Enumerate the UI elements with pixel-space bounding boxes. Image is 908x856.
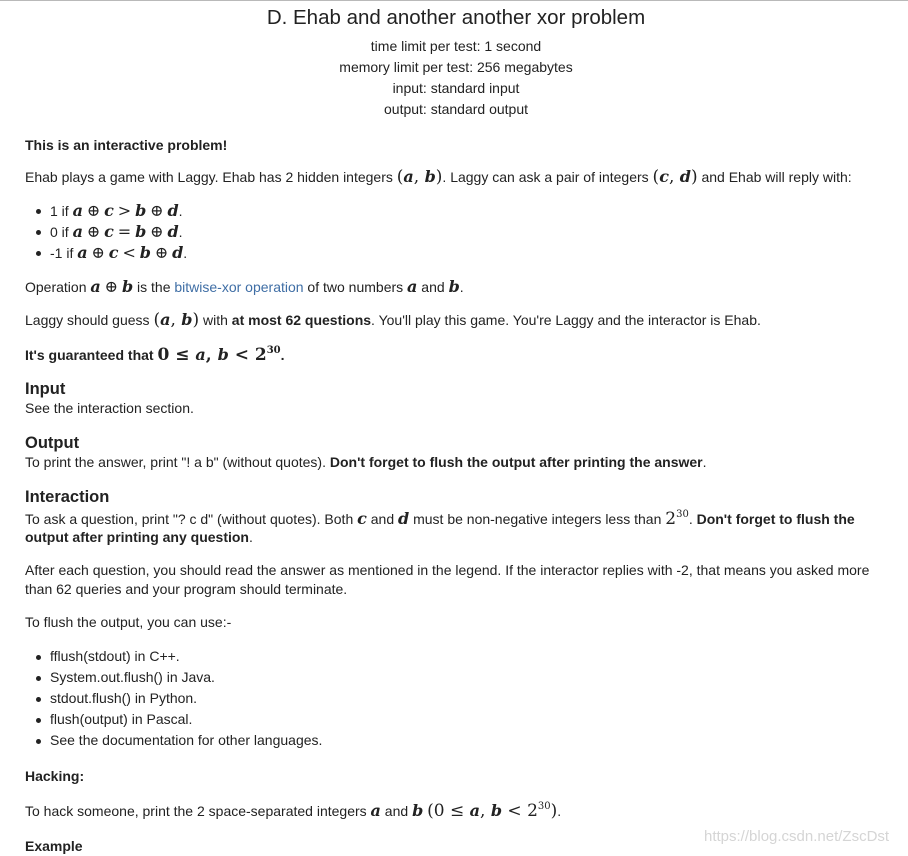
output-heading: Output xyxy=(25,434,80,452)
memory-limit: memory limit per test: 256 megabytes xyxy=(339,59,573,75)
flush-item: System.out.flush() in Java. xyxy=(50,669,215,685)
interaction-line-1: To ask a question, print "? c d" (without quotes). Both c and d must be non-negative integers less than $2^{30}$. Don't forget to flush the xyxy=(25,509,855,529)
example-heading: Example xyxy=(25,838,83,854)
input-heading: Input xyxy=(25,380,66,398)
bullet xyxy=(36,697,41,702)
flush-item: fflush(stdout) in C++. xyxy=(50,648,180,664)
guess-paragraph: Laggy should guess (a, b) with at most 62 questions. You'll play this game. You're Laggy and the interactor is Ehab. xyxy=(25,310,761,330)
top-divider xyxy=(0,0,908,1)
interactive-note: This is an interactive problem! xyxy=(25,137,228,153)
bitwise-xor-link[interactable]: bitwise-xor operation xyxy=(174,279,304,295)
interaction-heading: Interaction xyxy=(25,488,110,506)
guarantee-paragraph: It's guaranteed that 0 ≤ a, $b < 2^{30}$. xyxy=(25,345,285,365)
reply-item-1: 1 if a ⊕ c > b ⊕ d. xyxy=(50,201,183,220)
interaction-paragraph-2-line-1: After each question, you should read the answer as mentioned in the legend. If the interactor replies with -2, that means you asked more xyxy=(25,562,870,578)
hacking-text: To hack someone, print the 2 space-separated integers a and b (0 ≤ a, $b < 2^{30}$). xyxy=(25,801,562,821)
flush-item: See the documentation for other languages. xyxy=(50,732,323,748)
hacking-heading: Hacking: xyxy=(25,768,85,784)
flush-item: flush(output) in Pascal. xyxy=(50,711,193,727)
bullet xyxy=(36,676,41,681)
watermark: https://blog.csdn.net/ZscDst xyxy=(704,828,890,845)
input-text: See the interaction section. xyxy=(25,400,194,416)
output-text: To print the answer, print "! a b" (without quotes). Don't forget to flush the output after printing the answer. xyxy=(25,454,707,470)
interaction-paragraph-2-line-2: than 62 queries and your program should terminate. xyxy=(25,581,348,597)
bullet xyxy=(36,739,41,744)
problem-title: D. Ehab and another another xor problem xyxy=(266,6,646,29)
bullet xyxy=(36,718,41,723)
time-limit: time limit per test: 1 second xyxy=(370,38,542,54)
bullet xyxy=(36,230,41,235)
bullet xyxy=(36,655,41,660)
legend-paragraph: Ehab plays a game with Laggy. Ehab has 2 hidden integers (a, b). Laggy can ask a pair of integers (c, d) and Ehab will reply with: xyxy=(25,167,852,187)
flush-intro: To flush the output, you can use:- xyxy=(25,614,232,630)
reply-item-2: 0 if a ⊕ c = b ⊕ d. xyxy=(50,222,183,241)
operation-paragraph: Operation a ⊕ b is the bitwise-xor operation of two numbers a and b. xyxy=(25,277,464,296)
input-spec: input: standard input xyxy=(392,80,520,96)
bullet xyxy=(36,251,41,256)
output-spec: output: standard output xyxy=(384,101,528,117)
reply-item-3: -1 if a ⊕ c < b ⊕ d. xyxy=(50,243,188,262)
bullet xyxy=(36,209,41,214)
interaction-line-2: output after printing any question. xyxy=(25,529,253,545)
flush-item: stdout.flush() in Python. xyxy=(50,690,198,706)
